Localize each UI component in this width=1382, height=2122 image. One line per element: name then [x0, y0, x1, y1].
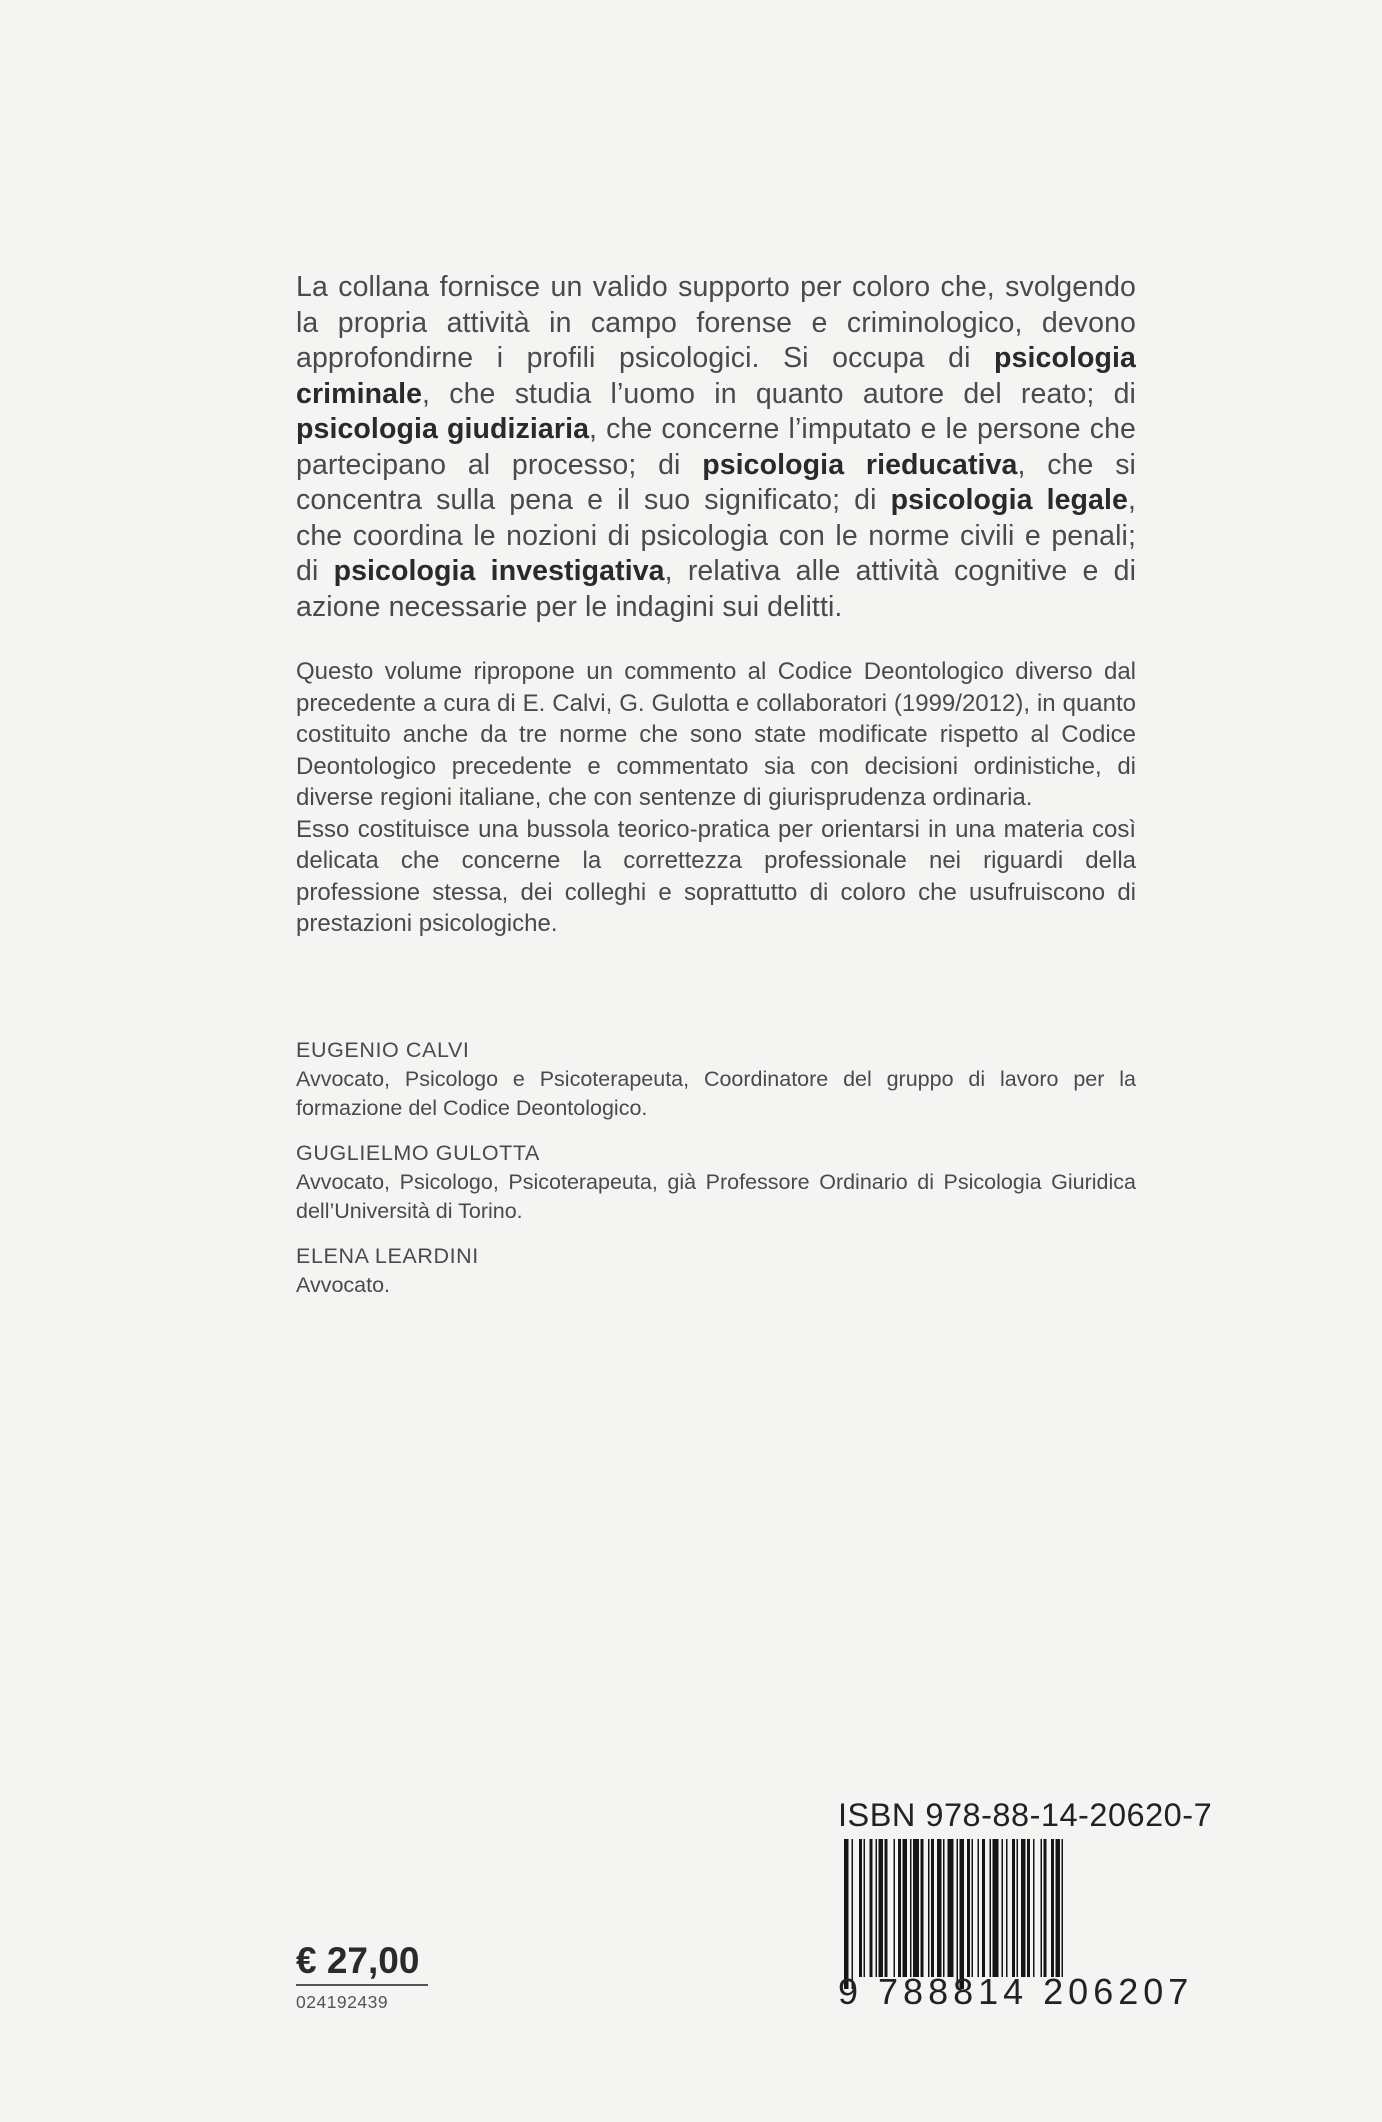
author-bio: Avvocato.	[296, 1273, 391, 1297]
price-label: € 27,00	[296, 1940, 428, 1986]
series-description	[296, 270, 1136, 625]
barcode-digits: 9 788814 206207	[838, 1971, 1194, 2012]
blurb-text-6: , relativa alle attività cognitive e di azione necessarie per le indagini sui delitti.	[296, 555, 1137, 623]
blurb-bold-giudiziaria: psicologia giudiziaria	[296, 413, 590, 445]
blurb-text-5: , che coordina le nozioni di psicologia con le norme civili e penali; di	[296, 484, 1137, 587]
blurb-bold-legale: psicologia legale	[890, 484, 1128, 516]
author-entry	[296, 1242, 1136, 1300]
volume-description	[296, 656, 1136, 940]
series-description-paragraph	[296, 270, 1136, 625]
price-block	[296, 1940, 428, 2013]
author-entry	[296, 1139, 1136, 1226]
author-name: EUGENIO CALVI	[296, 1038, 470, 1062]
barcode-image	[838, 1839, 1210, 1989]
volume-paragraph-1: Questo volume ripropone un commento al Codice Deontologico diverso dal precedente a cura di E. Calvi, G. Gulotta e collaboratori (1999/2012), in quanto costituito anche da tre norme che sono state modificate rispetto al Codice Deontologico precedente e commentato sia con decisioni ordinistiche, di diverse regioni italiane, che con sentenze di giurisprudenza ordinaria.	[296, 658, 1136, 811]
author-bio: Avvocato, Psicologo, Psicoterapeuta, già Professore Ordinario di Psicologia Giuridica dell’Università di Torino.	[296, 1170, 1136, 1223]
blurb-bold-criminale: psicologia criminale	[296, 342, 1136, 410]
isbn-label: ISBN 978-88-14-20620-7	[838, 1797, 1213, 1833]
blurb-text-3: , che concerne l’imputato e le persone che partecipano al processo; di	[296, 413, 1136, 481]
blurb-bold-rieducativa: psicologia rieducativa	[702, 448, 1018, 481]
blurb-text-2: , che studia l’uomo in quanto autore del reato; di	[422, 377, 1136, 410]
author-entry	[296, 1036, 1136, 1123]
author-bio: Avvocato, Psicologo e Psicoterapeuta, Coordinatore del gruppo di lavoro per la formazione del Codice Deontologico.	[296, 1067, 1136, 1120]
isbn-barcode-block	[838, 1797, 1213, 2012]
volume-paragraph-2: Esso costituisce una bussola teorico-pratica per orientarsi in una materia così delicata che concerne la correttezza professionale nei riguardi della professione stessa, dei colleghi e soprattutto di coloro che usufruiscono di prestazioni psicologiche.	[296, 815, 1136, 937]
blurb-text-4: , che si concentra sulla pena e il suo significato; di	[296, 448, 1136, 516]
author-list	[296, 1036, 1136, 1316]
author-name: ELENA LEARDINI	[296, 1244, 479, 1268]
author-name: GUGLIELMO GULOTTA	[296, 1141, 540, 1165]
blurb-text-1: La collana fornisce un valido supporto per coloro che, svolgendo la propria attività in campo forense e criminologico, devono approfondirne i profili psicologici. Si occupa di	[296, 271, 1136, 374]
product-code: 024192439	[296, 1992, 389, 2012]
blurb-bold-investigativa: psicologia investigativa	[333, 555, 665, 587]
